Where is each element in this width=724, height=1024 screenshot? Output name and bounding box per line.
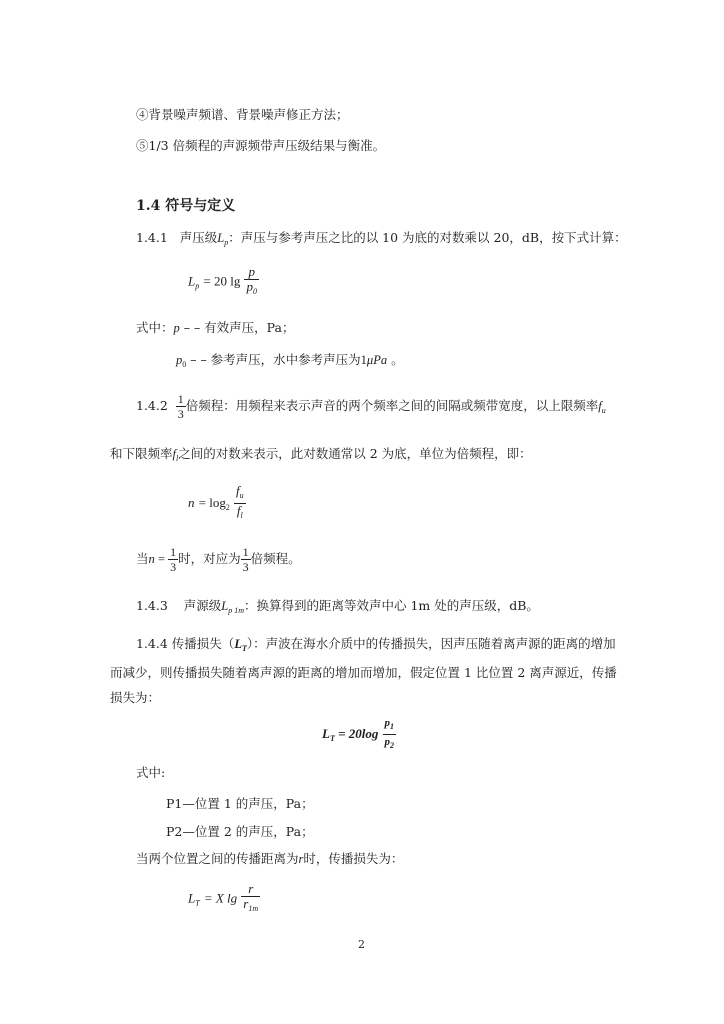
where-line-p: 式中：p – – 有效声压，Pa； xyxy=(136,320,295,335)
definition-1-4-1 xyxy=(136,229,627,252)
where-line-p0: $p_0$ – – 参考声压，水中参考声压为1μPa 。 xyxy=(176,352,404,369)
list-item-4: ④背景噪声频谱、背景噪声修正方法； xyxy=(136,107,349,122)
where-label-2: 式中: xyxy=(136,765,166,780)
section-heading: 1.4 符号与定义 xyxy=(136,198,236,214)
definition-1-4-2-cont: 和下限频率$f_l$之间的对数来表示，此对数通常以 2 为底，单位为倍频程，即： xyxy=(110,446,532,463)
definition-1-4-3: 1.4.3 声源级$L_{p 1m}$：换算得到的距离等效声中心 1m 处的声压级，dB。 xyxy=(136,598,539,615)
equation-transmission-loss: $L_T = 20\log$ $\frac{p_1}{p_2}$ xyxy=(322,716,396,753)
definition-1-4-4: 1.4.4 传播损失$(L_T)$：声波在海水介质中的传播损失，因声压随着离声源的距离的增加 xyxy=(136,636,616,653)
fraction-fu-over-fl: $\frac{f_u}{f_l}$ xyxy=(235,483,244,520)
where-line-p2: P2—位置 2 的声压，Pa； xyxy=(166,824,314,839)
distance-line: 当两个位置之间的传播距离为r时，传播损失为： xyxy=(136,851,404,866)
definition-1-4-2: 1.4.2 $\frac{1}{3}$ 倍频程：用频程来表示声音的两个频率之间的间隔或频带宽度，以上限频率$f_u$ xyxy=(136,392,606,421)
definition-text: ：声压与参考声压之比的以 10 为底的对数乘以 20，dB，按下式计算： xyxy=(228,230,627,245)
clause-number: 1.4.1 xyxy=(136,230,168,245)
fraction-p1-over-p2: $\frac{p_1}{p_2}$ xyxy=(384,717,395,750)
equation-sound-pressure-level: $L_p = 20$ lg $\frac{p}{p_0}$ xyxy=(188,265,259,299)
term-label: 声压级 xyxy=(179,230,218,245)
fraction-one-third: $\frac{1}{3}$ xyxy=(177,392,184,421)
list-item-5: ⑤1/3 倍频程的声源频带声压级结果与衡准。 xyxy=(136,138,386,153)
clause-number: 1.4.2 xyxy=(136,398,168,413)
page-number: 2 xyxy=(358,938,365,951)
equation-octave: $n = \log_2$ $\frac{f_u}{f_l}$ xyxy=(188,484,246,523)
definition-1-4-4-line2: 而减少，则传播损失随着离声源的距离的增加而增加，假定位置 1 比位置 2 离声源近，传播 xyxy=(110,665,617,680)
definition-1-4-4-line3: 损失为： xyxy=(110,690,161,705)
symbol-lp: $L_p$ xyxy=(217,231,229,247)
clause-number: 1.4.3 xyxy=(136,598,168,613)
when-line: 当n = $\frac{1}{3}$ 时，对应为 $\frac{1}{3}$ 倍频程。 xyxy=(136,545,301,574)
where-line-p1: P1—位置 1 的声压，Pa； xyxy=(166,796,314,811)
clause-number: 1.4.4 xyxy=(136,636,168,651)
fraction-p-over-p0: $\frac{p}{p_0}$ xyxy=(246,264,257,296)
equation-transmission-loss-distance: $L_T = X$ lg $\frac{r}{r_{1m}}$ xyxy=(188,882,260,916)
fraction-r-over-r1m: $\frac{r}{r_{1m}}$ xyxy=(243,881,259,913)
